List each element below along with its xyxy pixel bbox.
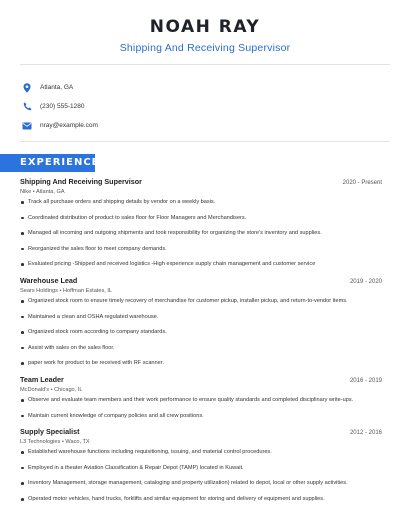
job-company: Sears Holdings bbox=[20, 287, 58, 294]
bullet-item: Employed in a theater Aviation Classification & Repair Depot (TAMP) located in Kuwait. bbox=[20, 464, 382, 472]
bullet-item: Coordinated distribution of product to sales floor for Floor Managers and Merchandisers. bbox=[20, 214, 382, 222]
contact-list bbox=[0, 65, 410, 141]
job-dates: 2012 - 2016 bbox=[349, 430, 382, 437]
contact-divider bbox=[20, 141, 390, 142]
job-bullets bbox=[20, 448, 382, 503]
bullet-item: Reorganized the sales floor to meet company demands. bbox=[20, 245, 382, 253]
location-text: Atlanta, GA bbox=[40, 84, 74, 91]
job-meta: Sears Holdings • Hoffman Estates, IL bbox=[20, 287, 113, 294]
job-bullets bbox=[20, 198, 382, 269]
job-location: Waco, TX bbox=[65, 439, 90, 446]
job-location: Hoffman Estates, IL bbox=[63, 287, 113, 294]
job-entry bbox=[20, 276, 382, 368]
job-dates: 2016 - 2019 bbox=[349, 377, 382, 384]
job-company: Nike bbox=[20, 189, 32, 195]
job-entry bbox=[20, 375, 382, 420]
experience-list bbox=[0, 177, 410, 503]
job-bullets bbox=[20, 297, 382, 368]
bullet-item: Established warehouse functions including requisitioning, issuing, and material control procedures. bbox=[20, 448, 382, 456]
job-dates: 2019 - 2020 bbox=[349, 278, 382, 285]
bullet-item: Maintained a clean and OSHA regulated warehouse. bbox=[20, 313, 382, 321]
job-location: Chicago, IL bbox=[54, 386, 83, 393]
contact-location bbox=[22, 78, 410, 97]
phone-text: (230) 555-1280 bbox=[40, 103, 85, 110]
bullet-item: Track all purchase orders and shipping details by vendor on a weekly basis. bbox=[20, 198, 382, 206]
candidate-title: Shipping And Receiving Supervisor bbox=[119, 42, 291, 54]
bullet-item: Assist with sales on the sales floor. bbox=[20, 344, 382, 352]
job-meta: L3 Technologies • Waco, TX bbox=[20, 439, 90, 446]
contact-phone bbox=[22, 97, 410, 116]
location-pin-icon bbox=[22, 83, 32, 93]
job-entry bbox=[20, 177, 382, 269]
job-title: Supply Specialist bbox=[20, 427, 80, 437]
job-title: Shipping And Receiving Supervisor bbox=[20, 177, 142, 186]
experience-section-heading: EXPERIENCE bbox=[0, 154, 95, 172]
bullet-item: Operated motor vehicles, hand trucks, forklifts and similar equipment for storing and delivery of equipment and supplies. bbox=[20, 495, 382, 503]
job-location: Atlanta, GA bbox=[35, 189, 65, 195]
bullet-item: Organized stock room according to company standards. bbox=[20, 328, 382, 336]
email-text[interactable]: nray@example.com bbox=[40, 122, 98, 129]
bullet-item: paper work for product to be received with RF scanner. bbox=[20, 359, 382, 367]
job-company: McDonald's bbox=[20, 386, 50, 393]
contact-email[interactable] bbox=[22, 116, 410, 135]
bullet-item: Organized stock room to ensure timely recovery of merchandise for customer pickup, installer pickup, and return-to-vendor items. bbox=[20, 297, 382, 305]
bullet-item: Inventory Management, storage management, cataloging and property utilization) related to depot, local or other supply activities. bbox=[20, 479, 382, 487]
job-dates: 2020 - Present bbox=[342, 180, 382, 186]
job-bullets bbox=[20, 396, 382, 420]
phone-icon bbox=[22, 102, 32, 112]
job-entry bbox=[20, 427, 382, 503]
job-meta: McDonald's • Chicago, IL bbox=[20, 386, 83, 393]
candidate-name: NOAH RAY bbox=[149, 17, 261, 37]
bullet-item: Observe and evaluate team members and their work performance to ensure quality standards and completed disciplinary write-ups. bbox=[20, 396, 382, 404]
job-meta: Nike • Atlanta, GA bbox=[20, 189, 65, 195]
job-company: L3 Technologies bbox=[20, 439, 61, 446]
bullet-item: Managed all incoming and outgoing shipments and took responsibility for organizing the store's inventory and supplies. bbox=[20, 229, 382, 237]
bullet-item: Evaluated pricing -Shipped and received logistics -High experience supply chain management and customer service bbox=[20, 260, 382, 268]
bullet-item: Maintain current knowledge of company policies and all crew positions. bbox=[20, 412, 382, 420]
mail-icon bbox=[22, 121, 32, 131]
resume-header bbox=[0, 0, 410, 54]
job-title: Team Leader bbox=[20, 374, 64, 384]
job-title: Warehouse Lead bbox=[20, 275, 78, 285]
